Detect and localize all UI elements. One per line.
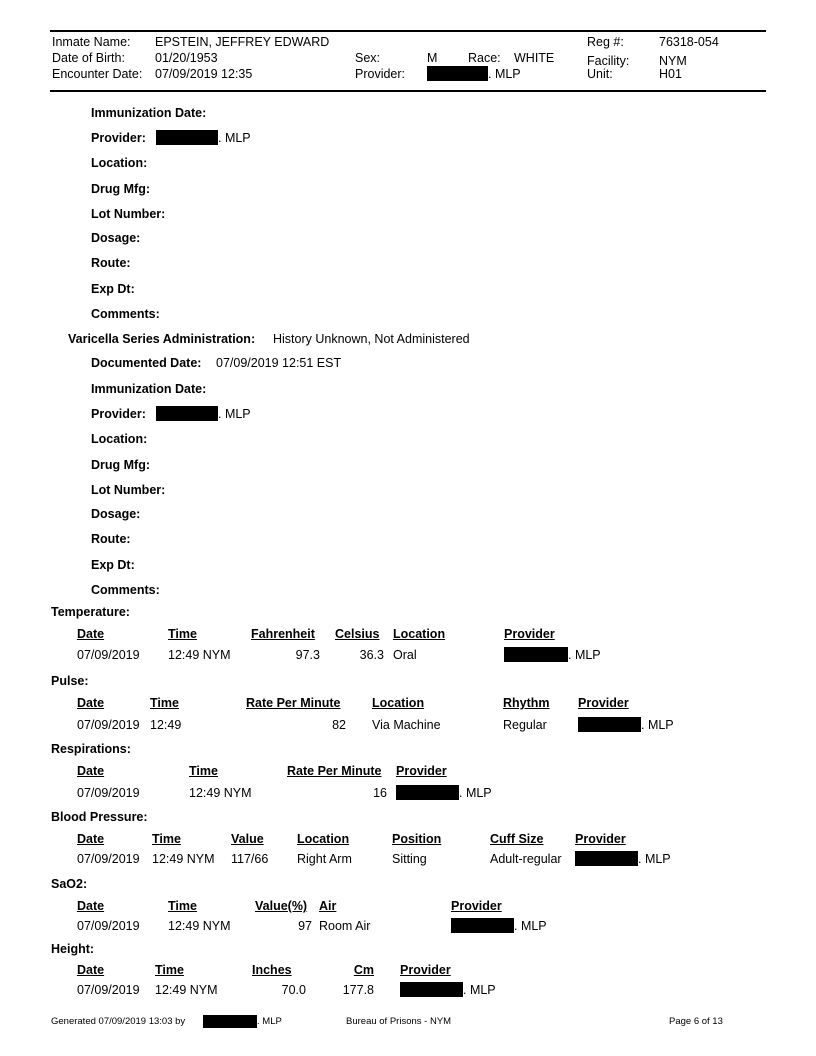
cell-provider-suffix: . MLP (463, 983, 496, 997)
col-header-date: Date (77, 899, 105, 913)
drug-mfg-label: Drug Mfg: (91, 182, 151, 196)
pulse-title: Pulse: (51, 674, 89, 688)
col-header-cm: Cm (353, 963, 374, 977)
col-header-cuff-size: Cuff Size (490, 832, 544, 846)
race-label: Race: (468, 51, 501, 65)
varicella-title: Varicella Series Administration: (68, 332, 256, 346)
col-header-provider: Provider (504, 627, 555, 641)
cell-time: 12:49 NYM (168, 919, 231, 933)
cell-value: 117/66 (231, 852, 269, 866)
immunization-date-label: Immunization Date: (91, 382, 207, 396)
cell-date: 07/09/2019 (77, 786, 140, 800)
cell-date: 07/09/2019 (77, 648, 140, 662)
provider-label: Provider: (91, 407, 146, 421)
col-header-value: Value(%) (255, 899, 308, 913)
col-header-position: Position (392, 832, 442, 846)
immunization-date-label: Immunization Date: (91, 106, 207, 120)
cell-provider-suffix: . MLP (459, 786, 492, 800)
cell-time: 12:49 (150, 718, 182, 732)
comments-label: Comments: (91, 307, 160, 321)
cell-location: Right Arm (297, 852, 352, 866)
unit-label: Unit: (587, 67, 613, 81)
col-header-rate: Rate Per Minute (287, 764, 382, 778)
cell-provider-suffix: . MLP (638, 852, 671, 866)
col-header-air: Air (319, 899, 337, 913)
reg-value: 76318-054 (659, 35, 719, 49)
redaction-block (156, 130, 218, 145)
col-header-inches: Inches (252, 963, 292, 977)
cell-rate: 16 (373, 786, 387, 800)
dob-value: 01/20/1953 (155, 51, 218, 65)
redaction-block (578, 717, 641, 732)
redaction-block (156, 406, 218, 421)
col-header-location: Location (393, 627, 446, 641)
col-header-time: Time (150, 696, 179, 710)
col-header-provider: Provider (396, 764, 447, 778)
col-header-time: Time (189, 764, 218, 778)
header-top-rule (50, 30, 766, 32)
col-header-time: Time (168, 899, 197, 913)
redaction-block (427, 66, 488, 81)
cell-time: 12:49 NYM (189, 786, 252, 800)
col-header-value: Value (231, 832, 264, 846)
dosage-label: Dosage: (91, 231, 141, 245)
lot-number-label: Lot Number: (91, 207, 166, 221)
cell-cuff-size: Adult-regular (490, 852, 562, 866)
facility-label: Facility: (587, 54, 630, 68)
encounter-value: 07/09/2019 12:35 (155, 67, 253, 81)
cell-celsius: 36.3 (359, 648, 384, 662)
temperature-title: Temperature: (51, 605, 130, 619)
inmate-name: EPSTEIN, JEFFREY EDWARD (155, 35, 330, 49)
location-label: Location: (91, 156, 148, 170)
respirations-title: Respirations: (51, 742, 131, 756)
dob-label: Date of Birth: (52, 51, 125, 65)
lot-number-label: Lot Number: (91, 483, 166, 497)
col-header-provider: Provider (575, 832, 626, 846)
redaction-block (400, 982, 463, 997)
provider-label: Provider: (355, 67, 406, 81)
provider-suffix: . MLP (218, 407, 251, 421)
provider-suffix: . MLP (218, 131, 251, 145)
col-header-location: Location (297, 832, 350, 846)
cell-provider-suffix: . MLP (568, 648, 601, 662)
exp-dt-label: Exp Dt: (91, 282, 135, 296)
redaction-block (396, 785, 459, 800)
cell-rhythm: Regular (503, 718, 547, 732)
redaction-block (504, 647, 568, 662)
provider-suffix: . MLP (488, 67, 521, 81)
inmate-name-label: Inmate Name: (52, 35, 131, 49)
col-header-provider: Provider (400, 963, 451, 977)
varicella-status: History Unknown, Not Administered (273, 332, 470, 346)
col-header-date: Date (77, 832, 105, 846)
footer-generated: Generated 07/09/2019 13:03 by (51, 1016, 186, 1027)
cell-fahrenheit: 97.3 (295, 648, 320, 662)
col-header-rate: Rate Per Minute (246, 696, 341, 710)
race-value: WHITE (514, 51, 555, 65)
encounter-label: Encounter Date: (52, 67, 143, 81)
col-header-location: Location (372, 696, 425, 710)
sex-label: Sex: (355, 51, 381, 65)
col-header-date: Date (77, 963, 105, 977)
cell-provider-suffix: . MLP (641, 718, 674, 732)
cell-air: Room Air (319, 919, 371, 933)
col-header-date: Date (77, 764, 105, 778)
cell-location: Oral (393, 648, 417, 662)
height-title: Height: (51, 942, 95, 956)
col-header-provider: Provider (578, 696, 629, 710)
footer-generated-suffix: . MLP (257, 1016, 282, 1027)
redaction-block (575, 851, 638, 866)
sao2-title: SaO2: (51, 877, 88, 891)
col-header-rhythm: Rhythm (503, 696, 550, 710)
footer-center: Bureau of Prisons - NYM (346, 1016, 452, 1027)
sex-value: M (427, 51, 438, 65)
documented-date-value: 07/09/2019 12:51 EST (216, 356, 342, 370)
col-header-date: Date (77, 696, 105, 710)
blood-pressure-title: Blood Pressure: (51, 810, 148, 824)
col-header-provider: Provider (451, 899, 502, 913)
cell-time: 12:49 NYM (155, 983, 218, 997)
provider-label: Provider: (91, 131, 146, 145)
cell-location: Via Machine (372, 718, 441, 732)
redaction-block (203, 1015, 257, 1028)
col-header-time: Time (155, 963, 184, 977)
cell-date: 07/09/2019 (77, 983, 140, 997)
unit-value: H01 (659, 67, 682, 81)
cell-inches: 70.0 (281, 983, 306, 997)
exp-dt-label: Exp Dt: (91, 558, 135, 572)
col-header-time: Time (152, 832, 181, 846)
cell-date: 07/09/2019 (77, 718, 140, 732)
cell-provider-suffix: . MLP (514, 919, 547, 933)
dosage-label: Dosage: (91, 507, 141, 521)
cell-time: 12:49 NYM (152, 852, 215, 866)
cell-date: 07/09/2019 (77, 852, 140, 866)
redaction-block (451, 918, 514, 933)
location-label: Location: (91, 432, 148, 446)
col-header-time: Time (168, 627, 197, 641)
cell-date: 07/09/2019 (77, 919, 140, 933)
reg-label: Reg #: (587, 35, 624, 49)
col-header-fahrenheit: Fahrenheit (251, 627, 315, 641)
cell-position: Sitting (392, 852, 427, 866)
route-label: Route: (91, 532, 131, 546)
cell-cm: 177.8 (342, 983, 374, 997)
cell-value: 97 (298, 919, 312, 933)
drug-mfg-label: Drug Mfg: (91, 458, 151, 472)
col-header-date: Date (77, 627, 105, 641)
route-label: Route: (91, 256, 131, 270)
cell-rate: 82 (332, 718, 346, 732)
facility-value: NYM (659, 54, 687, 68)
col-header-celsius: Celsius (335, 627, 380, 641)
comments-label: Comments: (91, 583, 160, 597)
documented-date-label: Documented Date: (91, 356, 202, 370)
cell-time: 12:49 NYM (168, 648, 231, 662)
page-number: Page 6 of 13 (669, 1016, 723, 1027)
header-bottom-rule (50, 90, 766, 92)
